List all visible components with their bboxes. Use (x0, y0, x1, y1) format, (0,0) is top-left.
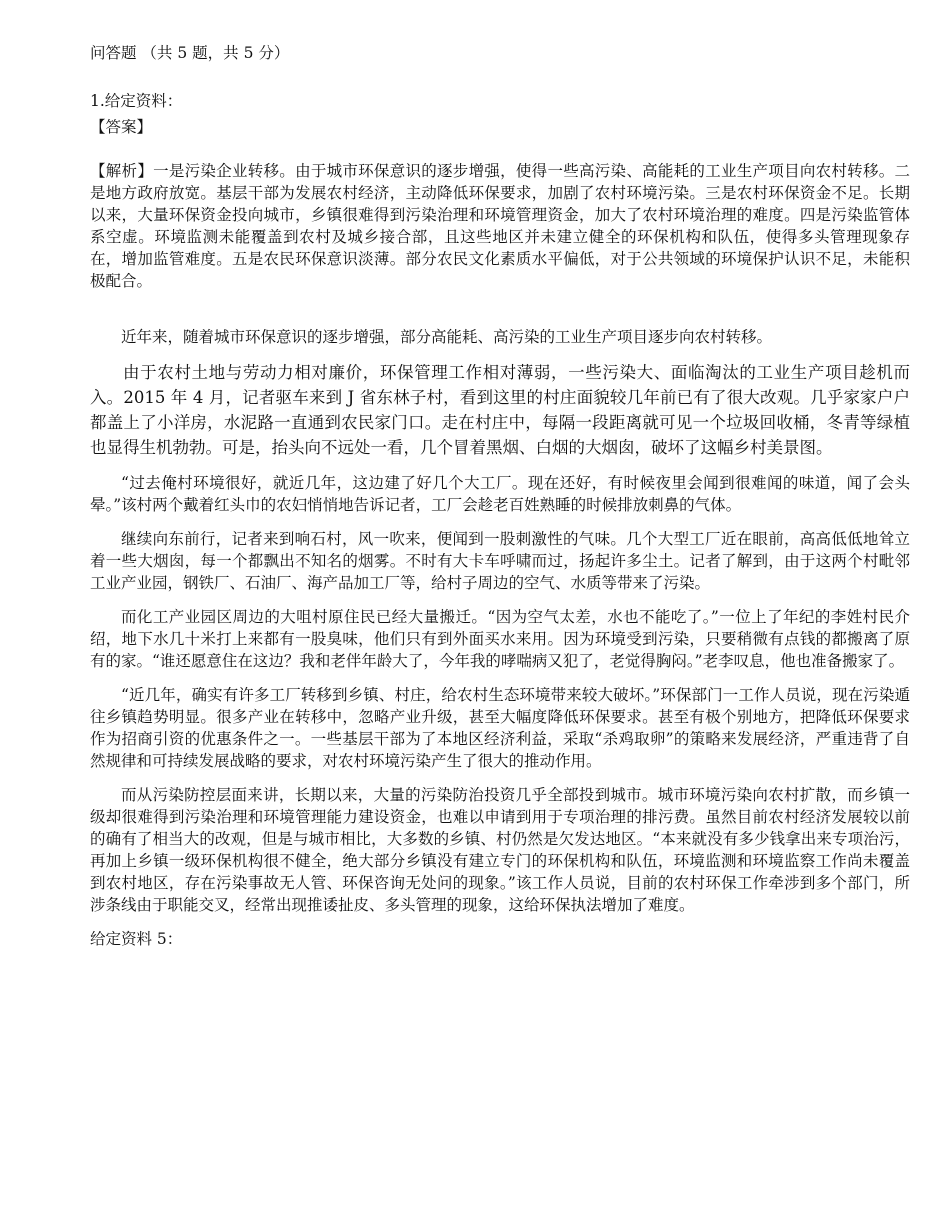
analysis-text: 【解析】一是污染企业转移。由于城市环保意识的逐步增强，使得一些高污染、高能耗的工业生产项目向农村转移。二是地方政府放宽。基层干部为发展农村经济，主动降低环保要求，加剧了农村环境污染。三是农村环保资金不足。长期以来，大量环保资金投向城市，乡镇很难得到污染治理和环境管理资金，加大了农村环境治理的难度。四是污染监管体系空虚。环境监测未能覆盖到农村及城乡接合部，且这些地区并未建立健全的环保机构和队伍，使得多头管理现象存在，增加监管难度。五是农民环保意识淡薄。部分农民文化素质水平偏低，对于公共领域的环境保护认识不足，未能积极配合。 (90, 162, 910, 290)
material-paragraph-2: 由于农村土地与劳动力相对廉价，环保管理工作相对薄弱，一些污染大、面临淘汰的工业生产项目趁机而入。2015 年 4 月，记者驱车来到 J 省东林子村，看到这里的村庄面貌较几年前已有了很大改观。几乎家家户户都盖上了小洋房，水泥路一直通到农民家门口。走在村庄中，每隔一段距离就可见一个垃圾回收桶，冬青等绿植也显得生机勃勃。可是，抬头向不远处一看，几个冒着黑烟、白烟的大烟囱，破坏了这幅乡村美景图。 (90, 363, 910, 457)
material-paragraph-1: 近年来，随着城市环保意识的逐步增强，部分高能耗、高污染的工业生产项目逐步向农村转移。 (121, 328, 773, 346)
material-paragraph-5: 而化工产业园区周边的大咀村原住民已经大量搬迁。“因为空气太差，水也不能吃了。”一位上了年纪的李姓村民介绍，地下水几十米打上来都有一股臭味，他们只有到外面买水来用。因为环境受到污染，只要稍微有点钱的都搬离了原有的家。“谁还愿意住在这边？我和老伴年龄大了，今年我的哮喘病又犯了，老觉得胸闷。”老李叹息，他也准备搬家了。 (90, 608, 910, 670)
material-paragraph-3: “过去俺村环境很好，就近几年，这边建了好几个大工厂。现在还好，有时候夜里会闻到很难闻的味道，闻了会头晕。”该村两个戴着红头巾的农妇悄悄地告诉记者，工厂会趁老百姓熟睡的时候排放刺鼻的气体。 (90, 474, 910, 514)
material-paragraph-7: 而从污染防控层面来讲，长期以来，大量的污染防治投资几乎全部投到城市。城市环境污染向农村扩散，而乡镇一级却很难得到污染治理和环境管理能力建设资金，也难以申请到用于专项治理的排污费。虽然目前农村经济发展较以前的确有了相当大的改观，但是与城市相比，大多数的乡镇、村仍然是欠发达地区。“本来就没有多少钱拿出来专项治污，再加上乡镇一级环保机构很不健全，绝大部分乡镇没有建立专门的环保机构和队伍，环境监测和环境监察工作尚未覆盖到农村地区，存在污染事故无人管、环保咨询无处问的现象。”该工作人员说，目前的农村环保工作牵涉到多个部门，所涉条线由于职能交叉，经常出现推诿扯皮、多头管理的现象，这给环保执法增加了难度。 (90, 786, 910, 914)
question-title: 1.给定资料： (90, 92, 183, 110)
next-material-label: 给定资料 5： (90, 930, 183, 948)
answer-label: 【答案】 (90, 118, 153, 136)
material-paragraph-4: 继续向东前行，记者来到响石村，风一吹来，便闻到一股刺激性的气味。几个大型工厂近在眼前，高高低低地耸立着一些大烟囱，每一个都飘出不知名的烟雾。不时有大卡车呼啸而过，扬起许多尘土。记者了解到，由于这两个村毗邻工业产业园，钢铁厂、石油厂、海产品加工厂等，给村子周边的空气、水质等带来了污染。 (90, 530, 910, 592)
material-paragraph-6: “近几年，确实有许多工厂转移到乡镇、村庄，给农村生态环境带来较大破坏。”环保部门一工作人员说，现在污染遁往乡镇趋势明显。很多产业在转移中，忽略产业升级，甚至大幅度降低环保要求。甚至有极个别地方，把降低环保要求作为招商引资的优惠条件之一。一些基层干部为了本地区经济利益，采取“杀鸡取卵”的策略来发展经济，严重违背了自然规律和可持续发展战略的要求，对农村环境污染产生了很大的推动作用。 (90, 686, 910, 770)
section-title: 问答题 （共 5 题，共 5 分） (90, 44, 290, 62)
